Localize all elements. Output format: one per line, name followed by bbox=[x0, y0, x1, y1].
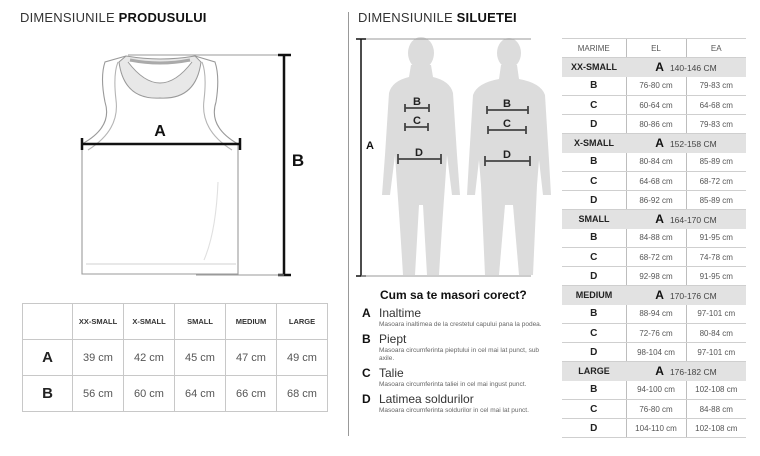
guide-desc: Masoara circumferinta soldurilor in cel mai lat punct. bbox=[379, 407, 529, 414]
header-small: SMALL bbox=[175, 304, 226, 340]
guide-item bbox=[362, 306, 552, 329]
height-value: 176-182 CM bbox=[669, 367, 717, 378]
guide-letter: A bbox=[362, 306, 371, 320]
size-group-row bbox=[562, 134, 746, 153]
guide-letter: B bbox=[362, 332, 371, 346]
el-value: 88-94 cm bbox=[626, 305, 686, 324]
label-a: A bbox=[154, 123, 166, 140]
size-group-row bbox=[562, 362, 746, 381]
height-label: A bbox=[655, 288, 664, 303]
row-label: B bbox=[23, 376, 73, 412]
size-table-header bbox=[562, 39, 746, 58]
table-cell: 56 cm bbox=[73, 376, 124, 412]
el-value: 86-92 cm bbox=[626, 191, 686, 210]
measure-letter: C bbox=[562, 172, 626, 191]
ea-value: 79-83 cm bbox=[686, 77, 746, 96]
height-range bbox=[626, 286, 746, 305]
section-divider bbox=[348, 12, 349, 436]
measure-letter: D bbox=[562, 419, 626, 438]
height-value: 152-158 CM bbox=[669, 139, 717, 150]
size-name: SMALL bbox=[562, 210, 626, 229]
height-range bbox=[626, 134, 746, 153]
ea-value: 97-101 cm bbox=[686, 305, 746, 324]
table-row bbox=[23, 376, 328, 412]
el-value: 92-98 cm bbox=[626, 267, 686, 286]
row-label: A bbox=[23, 340, 73, 376]
title-bold: SILUETEI bbox=[456, 10, 517, 25]
guide-desc: Masoara circumferinta taliei in cel mai ingust punct. bbox=[379, 381, 527, 388]
label-a: A bbox=[366, 140, 374, 152]
table-row bbox=[562, 153, 746, 172]
title-light: DIMENSIUNILE bbox=[358, 10, 457, 25]
ea-value: 84-88 cm bbox=[686, 400, 746, 419]
height-label: A bbox=[655, 136, 664, 151]
title-light: DIMENSIUNILE bbox=[20, 10, 119, 25]
ea-value: 68-72 cm bbox=[686, 172, 746, 191]
header-el: EL bbox=[626, 39, 686, 58]
height-range bbox=[626, 210, 746, 229]
guide-item bbox=[362, 366, 552, 389]
silhouette-dimensions-title bbox=[358, 10, 517, 25]
table-cell: 64 cm bbox=[175, 376, 226, 412]
el-value: 84-88 cm bbox=[626, 229, 686, 248]
size-name: MEDIUM bbox=[562, 286, 626, 305]
measure-letter: C bbox=[562, 324, 626, 343]
el-value: 104-110 cm bbox=[626, 419, 686, 438]
height-value: 164-170 CM bbox=[669, 215, 717, 226]
product-dimensions-title bbox=[20, 10, 207, 25]
guide-name: Talie bbox=[379, 366, 404, 380]
table-cell: 49 cm bbox=[277, 340, 328, 376]
height-range bbox=[626, 58, 746, 77]
header-large: LARGE bbox=[277, 304, 328, 340]
body-size-table bbox=[562, 38, 746, 438]
table-row bbox=[562, 419, 746, 438]
el-value: 64-68 cm bbox=[626, 172, 686, 191]
size-group-row bbox=[562, 286, 746, 305]
ea-value: 85-89 cm bbox=[686, 191, 746, 210]
guide-title: Cum sa te masori corect? bbox=[380, 288, 527, 302]
male-label-c: C bbox=[503, 118, 511, 130]
guide-item bbox=[362, 392, 552, 415]
table-row bbox=[562, 381, 746, 400]
table-row bbox=[562, 343, 746, 362]
guide-name: Inaltime bbox=[379, 306, 422, 320]
header-medium: MEDIUM bbox=[226, 304, 277, 340]
measure-letter: B bbox=[562, 229, 626, 248]
guide-desc: Masoara inaltimea de la crestetul capului pana la podea. bbox=[379, 321, 542, 328]
table-cell: 68 cm bbox=[277, 376, 328, 412]
guide-letter: D bbox=[362, 392, 371, 406]
ea-value: 80-84 cm bbox=[686, 324, 746, 343]
table-cell: 47 cm bbox=[226, 340, 277, 376]
ea-value: 91-95 cm bbox=[686, 229, 746, 248]
header-corner bbox=[23, 304, 73, 340]
header-x-small: X-SMALL bbox=[124, 304, 175, 340]
table-row bbox=[562, 115, 746, 134]
table-row bbox=[562, 324, 746, 343]
guide-item bbox=[362, 332, 552, 363]
table-cell: 39 cm bbox=[73, 340, 124, 376]
header-xx-small: XX-SMALL bbox=[73, 304, 124, 340]
measure-letter: C bbox=[562, 96, 626, 115]
product-table-header bbox=[23, 304, 328, 340]
height-label: A bbox=[655, 60, 664, 75]
measure-letter: C bbox=[562, 248, 626, 267]
table-row bbox=[562, 305, 746, 324]
el-value: 72-76 cm bbox=[626, 324, 686, 343]
table-row bbox=[562, 248, 746, 267]
measure-letter: B bbox=[562, 153, 626, 172]
el-value: 60-64 cm bbox=[626, 96, 686, 115]
male-label-b: B bbox=[503, 98, 511, 110]
height-range bbox=[626, 362, 746, 381]
table-row bbox=[562, 229, 746, 248]
height-value: 140-146 CM bbox=[669, 63, 717, 74]
size-name: X-SMALL bbox=[562, 134, 626, 153]
table-row bbox=[562, 77, 746, 96]
measure-letter: B bbox=[562, 381, 626, 400]
product-size-table bbox=[22, 303, 328, 412]
table-cell: 66 cm bbox=[226, 376, 277, 412]
el-value: 80-86 cm bbox=[626, 115, 686, 134]
female-label-c: C bbox=[413, 115, 421, 127]
title-bold: PRODUSULUI bbox=[118, 10, 207, 25]
label-b: B bbox=[291, 151, 305, 170]
tank-top-diagram bbox=[78, 52, 318, 284]
size-group-row bbox=[562, 58, 746, 77]
el-value: 68-72 cm bbox=[626, 248, 686, 267]
ea-value: 102-108 cm bbox=[686, 419, 746, 438]
height-label: A bbox=[655, 364, 664, 379]
el-value: 80-84 cm bbox=[626, 153, 686, 172]
guide-letter: C bbox=[362, 366, 371, 380]
el-value: 94-100 cm bbox=[626, 381, 686, 400]
header-ea: EA bbox=[686, 39, 746, 58]
table-row bbox=[562, 172, 746, 191]
table-row bbox=[562, 267, 746, 286]
ea-value: 102-108 cm bbox=[686, 381, 746, 400]
el-value: 98-104 cm bbox=[626, 343, 686, 362]
table-row bbox=[562, 96, 746, 115]
ea-value: 79-83 cm bbox=[686, 115, 746, 134]
measuring-guide bbox=[362, 288, 552, 418]
table-row bbox=[562, 191, 746, 210]
table-cell: 42 cm bbox=[124, 340, 175, 376]
ea-value: 97-101 cm bbox=[686, 343, 746, 362]
el-value: 76-80 cm bbox=[626, 400, 686, 419]
measure-letter: D bbox=[562, 267, 626, 286]
guide-name: Piept bbox=[379, 332, 407, 346]
male-label-d: D bbox=[503, 149, 511, 161]
female-label-d: D bbox=[415, 147, 423, 159]
el-value: 76-80 cm bbox=[626, 77, 686, 96]
size-name: LARGE bbox=[562, 362, 626, 381]
measure-letter: C bbox=[562, 400, 626, 419]
female-label-b: B bbox=[413, 96, 421, 108]
guide-name: Latimea soldurilor bbox=[379, 392, 474, 406]
height-label: A bbox=[655, 212, 664, 227]
header-marime: MARIME bbox=[562, 39, 626, 58]
measure-letter: D bbox=[562, 191, 626, 210]
measure-letter: B bbox=[562, 305, 626, 324]
measure-letter: B bbox=[562, 77, 626, 96]
measure-letter: D bbox=[562, 343, 626, 362]
ea-value: 91-95 cm bbox=[686, 267, 746, 286]
ea-value: 64-68 cm bbox=[686, 96, 746, 115]
size-group-row bbox=[562, 210, 746, 229]
table-cell: 45 cm bbox=[175, 340, 226, 376]
size-name: XX-SMALL bbox=[562, 58, 626, 77]
body-silhouette-diagram bbox=[355, 35, 555, 280]
height-value: 170-176 CM bbox=[669, 291, 717, 302]
ea-value: 85-89 cm bbox=[686, 153, 746, 172]
measure-letter: D bbox=[562, 115, 626, 134]
table-cell: 60 cm bbox=[124, 376, 175, 412]
ea-value: 74-78 cm bbox=[686, 248, 746, 267]
guide-desc: Masoara circumferinta pieptului in cel mai lat punct, sub axile. bbox=[379, 347, 540, 362]
table-row bbox=[23, 340, 328, 376]
table-row bbox=[562, 400, 746, 419]
